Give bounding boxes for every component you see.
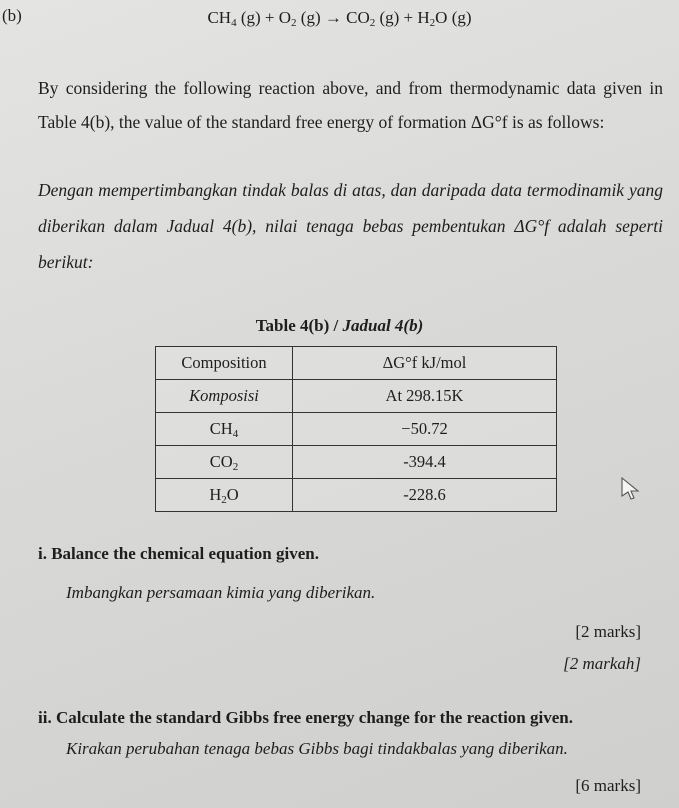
question-label: (b) <box>2 6 22 25</box>
marks-ii-english: [6 marks] <box>575 776 641 795</box>
item-ii-english: ii. Calculate the standard Gibbs free energy change for the reaction given. <box>38 708 573 727</box>
item-i-english: i. Balance the chemical equation given. <box>38 544 319 563</box>
header-delta-g: ΔG°f kJ/mol <box>293 347 557 380</box>
header-komposisi: Komposisi <box>156 380 293 413</box>
header-composition: Composition <box>156 347 293 380</box>
table-cell-formula: $CO_2$ <box>156 446 293 479</box>
mouse-pointer-icon <box>619 476 643 500</box>
paragraph-malay: Dengan mempertimbangkan tindak balas di atas, dan daripada data termodinamik yang diberikan dalam Jadual 4(b), nilai tenaga bebas pembentukan ΔG°f adalah seperti berikut: <box>38 180 663 272</box>
table-title <box>0 316 679 336</box>
table-header-row-1 <box>156 347 557 380</box>
item-i-malay: Imbangkan persamaan kimia yang diberikan. <box>66 583 376 602</box>
table-cell-value: −50.72 <box>293 413 557 446</box>
table-cell-value: -228.6 <box>293 479 557 512</box>
table-title-ms: Jadual 4(b) <box>342 316 424 335</box>
table-header-row-2 <box>156 380 557 413</box>
marks-i-malay: [2 markah] <box>563 654 641 673</box>
table-cell-value: -394.4 <box>293 446 557 479</box>
table-cell-formula: $H_2O$ <box>156 479 293 512</box>
header-temperature: At 298.15K <box>293 380 557 413</box>
reaction-equation <box>0 8 679 29</box>
thermodynamic-data-table <box>155 346 557 512</box>
paragraph-english: By considering the following reaction above, and from thermodynamic data given in Table 4(b), the value of the standard free energy of formation ΔG°f is as follows: <box>38 78 663 132</box>
table-cell-formula: $CH_4$ <box>156 413 293 446</box>
table-row <box>156 413 557 446</box>
reaction-equation-text: $CH_4$ $(g) + O_2$ $(g) \to CO_2$ $(g) + H_2O$ (g) <box>207 8 472 29</box>
table-row <box>156 446 557 479</box>
item-ii-malay: Kirakan perubahan tenaga bebas Gibbs bagi tindakbalas yang diberikan. <box>66 739 568 758</box>
table-row <box>156 479 557 512</box>
table-title-en: Table 4(b) / <box>255 316 343 335</box>
marks-i-english: [2 marks] <box>575 622 641 641</box>
